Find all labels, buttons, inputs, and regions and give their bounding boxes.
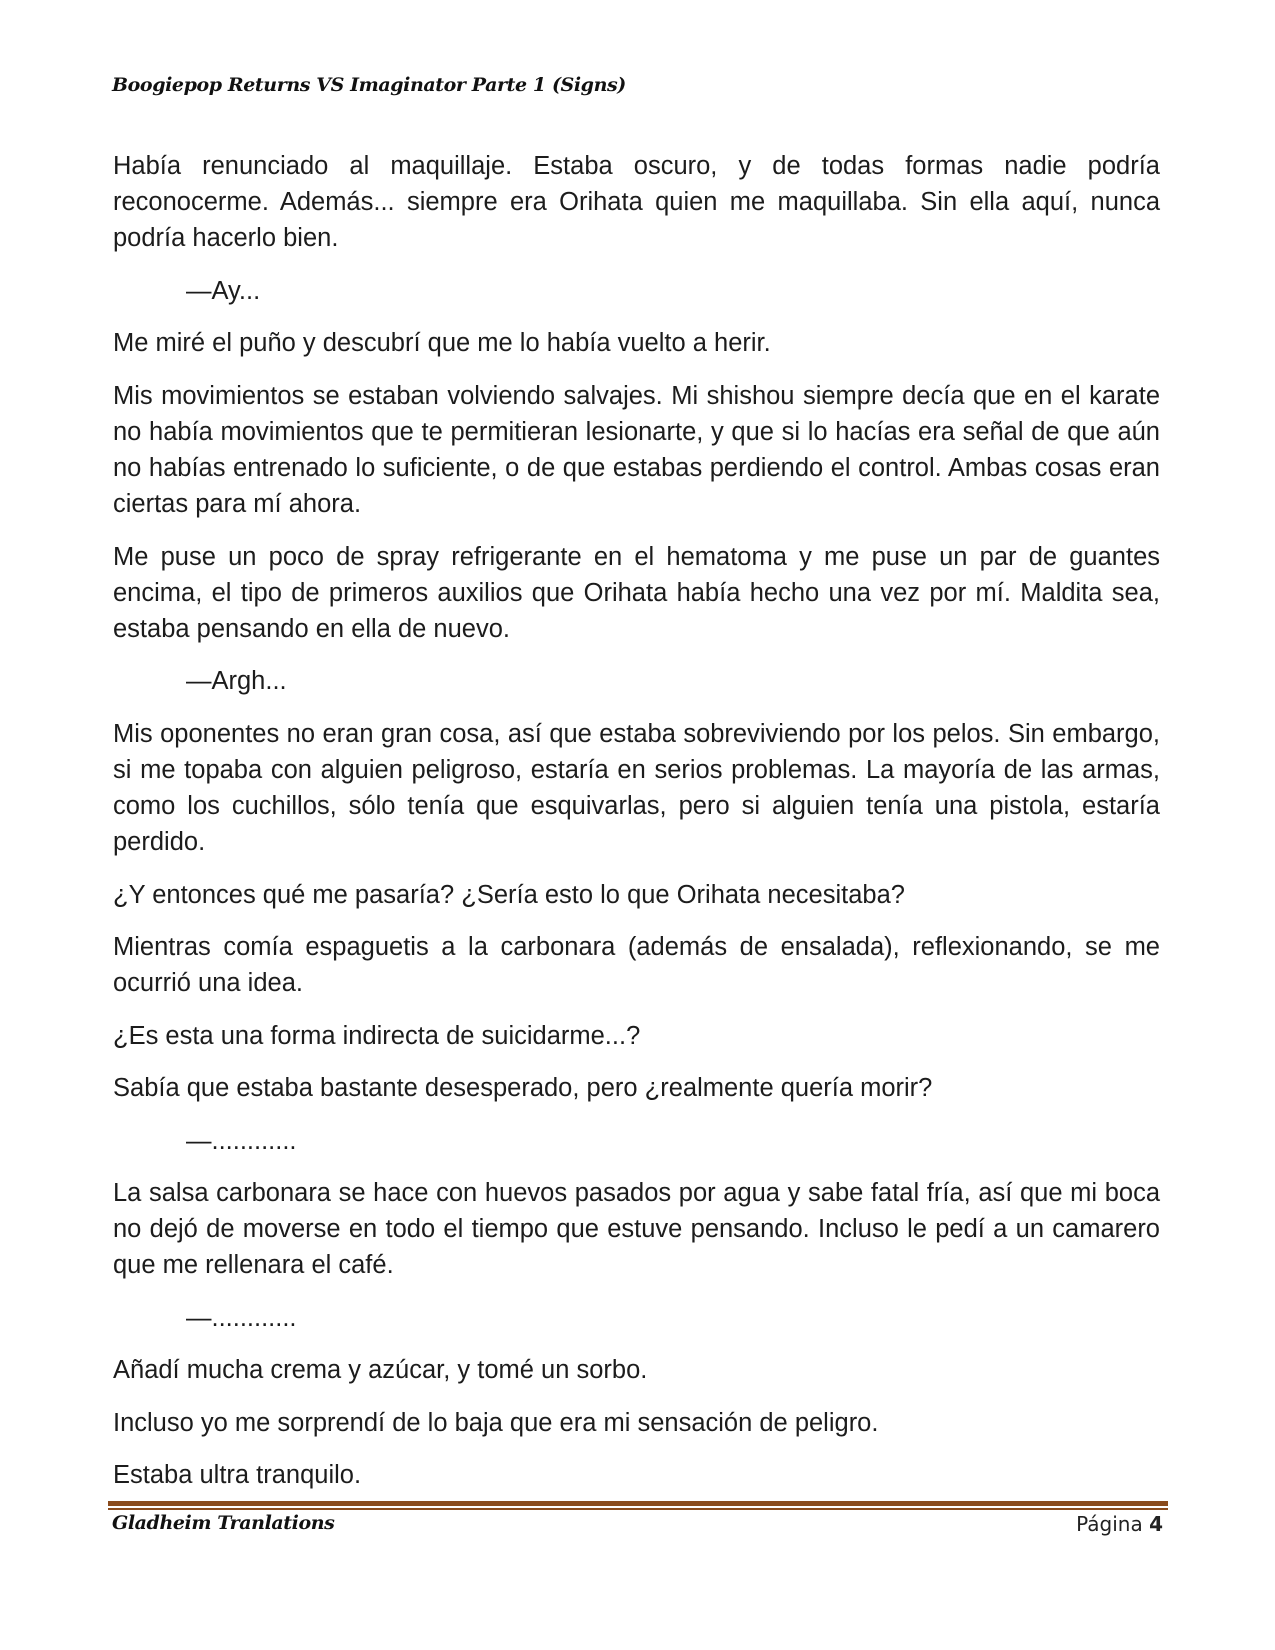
dialogue-line: —Argh...: [186, 667, 287, 696]
page-number-value: 4: [1149, 1512, 1163, 1536]
paragraph: Estaba ultra tranquilo.: [113, 1460, 362, 1489]
paragraph: Añadí mucha crema y azúcar, y tomé un sorbo.: [113, 1356, 648, 1385]
paragraph: Mientras comía espaguetis a la carbonara (además de ensalada), reflexionando, se me ocurrió una idea.: [113, 933, 1160, 998]
page-label: Página: [1076, 1512, 1143, 1536]
footer-credit: Gladheim Tranlations: [112, 1512, 335, 1534]
paragraph: ¿Y entonces qué me pasaría? ¿Sería esto lo que Orihata necesitaba?: [113, 880, 905, 909]
paragraph: Me puse un poco de spray refrigerante en el hematoma y me puse un par de guantes encima, el tipo de primeros auxilios que Orihata había hecho una vez por mí. Maldita sea, estaba pensando en ella de nuevo.: [113, 542, 1160, 643]
dialogue-line: —Ay...: [186, 276, 261, 305]
paragraph: Me miré el puño y descubrí que me lo había vuelto a herir.: [113, 329, 771, 358]
dialogue-line: —............: [186, 1303, 297, 1332]
chapter-text: [113, 148, 1160, 1509]
paragraph: La salsa carbonara se hace con huevos pasados por agua y sabe fatal fría, así que mi boca no dejó de moverse en todo el tiempo que estuve pensando. Incluso le pedí a un camarero que me rellenara el café.: [113, 1178, 1160, 1280]
footer-divider-thick: [108, 1501, 1168, 1506]
running-header: Boogiepop Returns VS Imaginator Parte 1 (Signs): [112, 74, 626, 96]
page-number: [1076, 1512, 1163, 1536]
paragraph: Incluso yo me sorprendí de lo baja que era mi sensación de peligro.: [113, 1408, 879, 1437]
paragraph: Sabía que estaba bastante desesperado, pero ¿realmente quería morir?: [113, 1074, 933, 1103]
paragraph: ¿Es esta una forma indirecta de suicidarme...?: [113, 1021, 641, 1050]
paragraph: Había renunciado al maquillaje. Estaba oscuro, y de todas formas nadie podría reconocerme. Además... siempre era Orihata quien me maquillaba. Sin ella aquí, nunca podría hacerlo bien.: [113, 152, 1160, 253]
footer-divider-thin: [108, 1508, 1168, 1510]
paragraph: Mis oponentes no eran gran cosa, así que estaba sobreviviendo por los pelos. Sin embargo, si me topaba con alguien peligroso, estaría en serios problemas. La mayoría de las armas, como los cuchillos, sólo tenía que esquivarlas, pero si alguien tenía una pistola, estaría perdido.: [113, 719, 1160, 857]
dialogue-line: —............: [186, 1126, 297, 1155]
paragraph: Mis movimientos se estaban volviendo salvajes. Mi shishou siempre decía que en el karate no había movimientos que te permitieran lesionarte, y que si lo hacías era señal de que aún no habías entrenado lo suficiente, o de que estabas perdiendo el control. Ambas cosas eran ciertas para mí ahora.: [113, 381, 1160, 519]
